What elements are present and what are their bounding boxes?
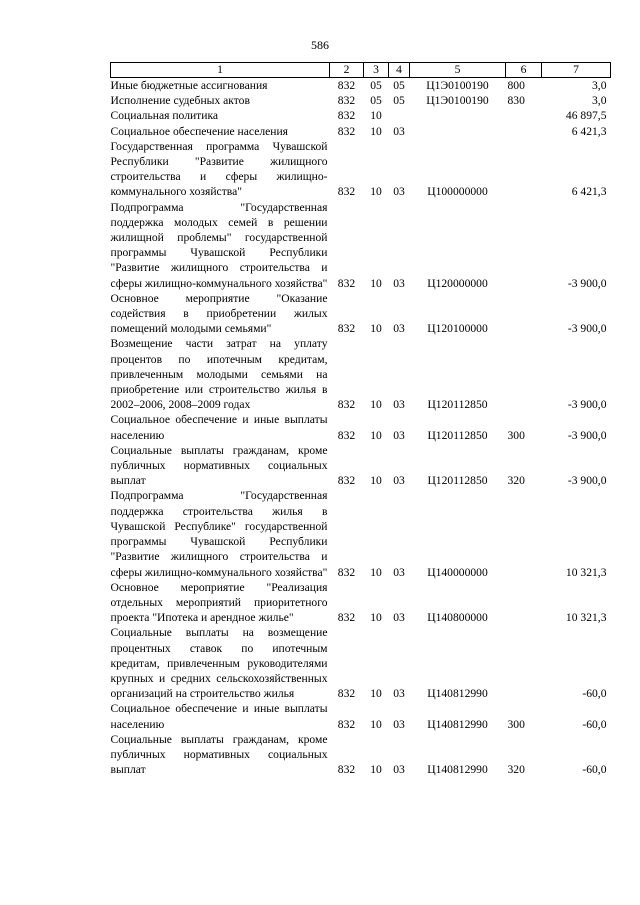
row-name: Возмещение части затрат на уплату процентов по ипотечным кредитам, привлеченным молодыми семьями на приобретение или строительство жилья в 2002–2006, 2008–2009 годах (110, 337, 328, 412)
row-name: Основное мероприятие "Реализация отдельных мероприятий приоритетного проекта "Ипотека и арендное жилье" (110, 580, 328, 625)
row-admin-code: 832 (337, 124, 356, 138)
row-section-code: 10 (370, 276, 382, 290)
row-section-code: 10 (370, 763, 382, 777)
table-row (111, 580, 611, 626)
row-expense-type: 320 (507, 474, 525, 488)
row-target-article: Ц120112850 (427, 474, 488, 488)
row-amount: 46 897,5 (565, 109, 607, 123)
column-header-2: 2 (330, 63, 364, 78)
row-admin-code: 832 (337, 474, 356, 488)
row-admin-code: 832 (337, 565, 356, 579)
row-expense-type (506, 488, 542, 579)
row-subsection-code: 03 (393, 322, 405, 336)
budget-table (110, 62, 611, 777)
table-row (111, 336, 611, 412)
column-header-1: 1 (111, 63, 330, 78)
table-row (111, 93, 611, 108)
table-row (111, 488, 611, 579)
row-amount: -3 900,0 (567, 428, 607, 442)
row-expense-type: 300 (507, 717, 525, 731)
row-target-article: Ц120112850 (427, 428, 488, 442)
column-header-6: 6 (506, 63, 542, 78)
table-header (111, 63, 611, 78)
row-section-code: 05 (370, 94, 382, 108)
row-target-article: Ц1Э0100190 (426, 79, 489, 92)
row-expense-type (506, 108, 542, 123)
row-target-article: Ц120112850 (427, 398, 488, 412)
row-admin-code: 832 (337, 717, 356, 731)
row-name: Социальные выплаты гражданам, кроме публичных нормативных социальных выплат (110, 443, 328, 488)
row-name: Социальные выплаты гражданам, кроме публичных нормативных социальных выплат (110, 732, 328, 777)
row-amount: -60,0 (582, 763, 607, 777)
row-amount: -3 900,0 (567, 276, 607, 290)
table-row (111, 139, 611, 200)
row-target-article: Ц140812990 (427, 717, 488, 731)
row-name: Социальные выплаты на возмещение процентных ставок по ипотечным кредитам, привлеченным руководителями крупных и средних сельскохозяйственных организаций на строительство жилья (110, 626, 328, 701)
row-subsection-code: 05 (393, 94, 405, 108)
column-header-7: 7 (542, 63, 611, 78)
row-section-code: 10 (370, 474, 382, 488)
row-subsection-code: 03 (393, 398, 405, 412)
row-subsection-code: 03 (393, 717, 405, 731)
page-number: 586 (311, 38, 329, 52)
row-target-article: Ц140812990 (427, 763, 488, 777)
table-row (111, 412, 611, 442)
row-name: Социальное обеспечение и иные выплаты населению (110, 702, 328, 731)
row-admin-code: 832 (337, 276, 356, 290)
table-row (111, 625, 611, 701)
row-expense-type (506, 625, 542, 701)
row-name: Подпрограмма "Государственная поддержка строительства жилья в Чувашской Республике" государственной программы Чувашской Республики "Развитие жилищного строительства и сферы жилищно-коммунального хозяйства" (110, 489, 328, 579)
row-expense-type (506, 139, 542, 200)
row-target-article (410, 124, 506, 139)
table-row (111, 732, 611, 778)
row-amount: 3,0 (592, 79, 607, 92)
row-target-article: Ц140000000 (427, 565, 488, 579)
row-expense-type: 830 (507, 94, 525, 108)
row-subsection-code (389, 108, 410, 123)
row-name: Основное мероприятие "Оказание содействия в приобретении жилых помещений молодыми семьями" (110, 291, 328, 336)
row-admin-code: 832 (337, 763, 356, 777)
column-header-3: 3 (364, 63, 389, 78)
row-section-code: 10 (370, 124, 382, 138)
row-amount: 6 421,3 (571, 124, 607, 138)
table-row (111, 108, 611, 123)
table-row (111, 200, 611, 291)
row-admin-code: 832 (337, 94, 356, 108)
row-admin-code: 832 (337, 185, 356, 199)
row-section-code: 10 (370, 428, 382, 442)
row-name: Подпрограмма "Государственная поддержка молодых семей в решении жилищной проблемы" государственной программы Чувашской Республики "Развитие жилищного строительства и сферы жилищно-коммунального хозяйства" (110, 200, 328, 290)
table-row (111, 291, 611, 337)
row-expense-type (506, 124, 542, 139)
row-target-article: Ц140800000 (427, 611, 488, 625)
row-expense-type (506, 336, 542, 412)
row-expense-type (506, 291, 542, 337)
row-amount: 10 321,3 (565, 565, 607, 579)
row-subsection-code: 03 (393, 611, 405, 625)
row-name: Исполнение судебных актов (110, 94, 250, 108)
header-row (111, 63, 611, 78)
row-subsection-code: 05 (393, 79, 405, 92)
row-subsection-code: 03 (393, 428, 405, 442)
row-admin-code: 832 (337, 398, 356, 412)
row-subsection-code: 03 (393, 185, 405, 199)
row-admin-code: 832 (337, 687, 356, 701)
row-section-code: 10 (370, 565, 382, 579)
row-target-article: Ц1Э0100190 (426, 94, 489, 108)
row-name: Социальное обеспечение и иные выплаты населению (110, 413, 328, 442)
row-amount: -3 900,0 (567, 322, 607, 336)
row-target-article: Ц120100000 (427, 322, 488, 336)
row-section-code: 10 (370, 322, 382, 336)
row-subsection-code: 03 (393, 474, 405, 488)
table-row (111, 443, 611, 489)
row-admin-code: 832 (337, 79, 356, 92)
row-subsection-code: 03 (393, 763, 405, 777)
row-subsection-code: 03 (393, 565, 405, 579)
row-amount: -60,0 (582, 717, 607, 731)
row-target-article: Ц120000000 (427, 276, 488, 290)
row-expense-type: 320 (507, 763, 525, 777)
row-name: Социальная политика (110, 109, 219, 123)
row-name: Иные бюджетные ассигнования (110, 79, 268, 92)
row-amount: 3,0 (592, 94, 607, 108)
table-row (111, 701, 611, 731)
row-expense-type: 800 (507, 79, 525, 92)
row-target-article: Ц140812990 (427, 687, 488, 701)
row-name: Государственная программа Чувашской Республики "Развитие жилищного строительства и сферы жилищно-коммунального хозяйства" (110, 139, 328, 199)
column-header-5: 5 (410, 63, 506, 78)
row-expense-type: 300 (507, 428, 525, 442)
row-expense-type (506, 200, 542, 291)
row-target-article: Ц100000000 (427, 185, 488, 199)
row-admin-code: 832 (337, 322, 356, 336)
row-subsection-code: 03 (393, 276, 405, 290)
row-amount: -3 900,0 (567, 398, 607, 412)
row-amount: -3 900,0 (567, 474, 607, 488)
row-target-article (410, 108, 506, 123)
row-amount: -60,0 (582, 687, 607, 701)
table-row (111, 124, 611, 139)
row-section-code: 10 (370, 717, 382, 731)
row-admin-code: 832 (337, 611, 356, 625)
row-admin-code: 832 (337, 109, 356, 123)
row-amount: 10 321,3 (565, 611, 607, 625)
row-section-code: 10 (370, 398, 382, 412)
row-section-code: 05 (370, 79, 382, 92)
row-subsection-code: 03 (393, 687, 405, 701)
column-header-4: 4 (389, 63, 410, 78)
row-section-code: 10 (370, 687, 382, 701)
row-amount: 6 421,3 (571, 185, 607, 199)
row-name: Социальное обеспечение населения (110, 124, 289, 138)
row-section-code: 10 (370, 109, 382, 123)
row-admin-code: 832 (337, 428, 356, 442)
row-subsection-code: 03 (393, 124, 405, 138)
row-section-code: 10 (370, 611, 382, 625)
table-body (111, 78, 611, 778)
table-row (111, 78, 611, 94)
row-section-code: 10 (370, 185, 382, 199)
row-expense-type (506, 580, 542, 626)
